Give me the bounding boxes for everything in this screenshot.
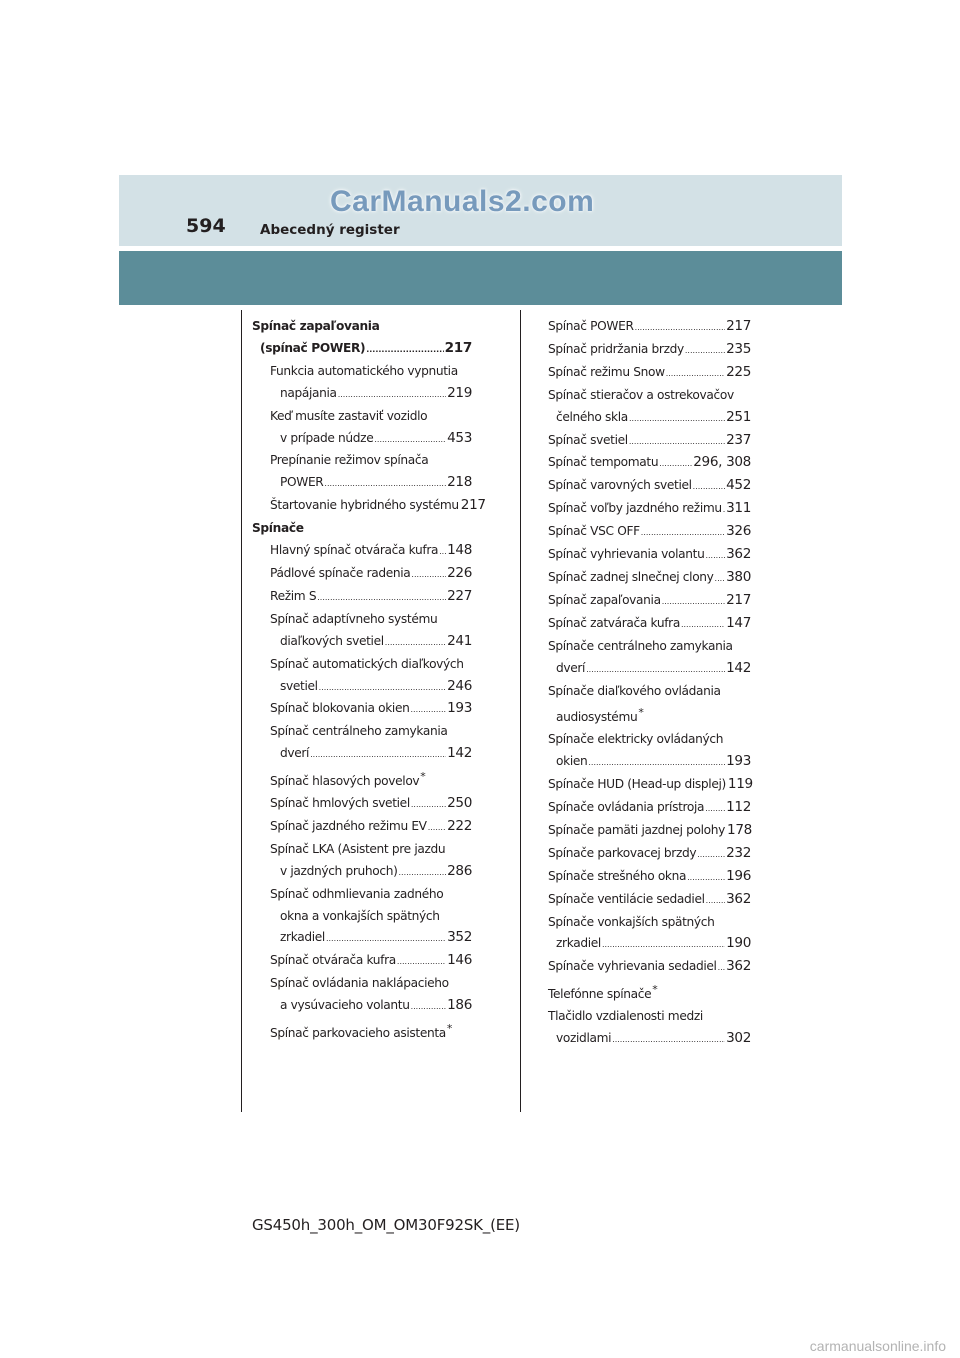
page-reference: 286	[447, 862, 472, 879]
index-entry	[252, 884, 472, 951]
page-reference: 246	[447, 677, 472, 694]
index-heading-line	[252, 766, 472, 793]
page-reference: 193	[726, 753, 751, 770]
entry-text: Spínač zapaľovania	[252, 319, 380, 333]
index-heading-line	[252, 609, 472, 631]
index-entry-line	[548, 933, 751, 956]
page-reference: 362	[726, 958, 751, 975]
entry-text: Telefónne spínače	[548, 987, 652, 1002]
entry-text: Spínač odhmlievania zadného	[270, 886, 444, 901]
dot-leader	[635, 317, 726, 339]
page-reference: 112	[726, 799, 751, 816]
index-entry-line	[548, 1028, 751, 1051]
index-entry	[548, 362, 751, 385]
index-entry-line	[548, 452, 751, 475]
entry-text: POWER	[280, 475, 324, 490]
entry-text: Hlavný spínač otvárača kufra	[270, 543, 439, 558]
entry-text: (spínač POWER)	[260, 340, 366, 355]
index-entry	[252, 793, 472, 816]
index-entry	[548, 452, 751, 475]
dot-leader	[411, 996, 447, 1018]
index-entry-line	[548, 316, 751, 339]
page-reference: 222	[447, 817, 472, 834]
page-reference: 296, 308	[693, 454, 751, 471]
entry-text: Spínače HUD (Head-up displej)	[548, 777, 726, 792]
index-entry	[252, 766, 472, 793]
index-entry-line	[548, 567, 751, 590]
entry-text: Spínače	[252, 521, 304, 536]
index-entry	[548, 729, 751, 774]
entry-text: okna a vonkajších spätných	[280, 908, 440, 923]
index-entry	[548, 681, 751, 730]
dot-leader	[641, 522, 725, 544]
index-entry-line	[252, 495, 486, 518]
page-reference: 352	[447, 929, 472, 946]
index-entry	[548, 590, 751, 613]
index-entry	[252, 495, 486, 518]
watermark-logo: CarManuals2.com	[330, 185, 595, 218]
entry-text: Spínač režimu Snow	[548, 364, 665, 379]
index-entry-line	[252, 586, 472, 609]
index-heading-line	[252, 973, 472, 995]
index-entry-line	[548, 590, 751, 613]
dot-leader	[697, 844, 725, 866]
entry-text: Spínač stieračov a ostrekovačov	[548, 387, 734, 402]
entry-text: Spínače ventilácie sedadiel	[548, 891, 705, 906]
entry-text: Spínač varovných svetiel	[548, 478, 692, 493]
index-column-right	[548, 316, 751, 1051]
page-reference: 119	[727, 776, 753, 793]
index-entry-line	[548, 498, 751, 521]
index-entry-line	[548, 339, 751, 362]
index-entry	[252, 839, 472, 884]
index-entry-line	[548, 797, 751, 820]
index-entry	[548, 889, 751, 912]
entry-text: čelného skla	[556, 409, 628, 424]
entry-text: Spínače vonkajších spätných	[548, 914, 715, 929]
dot-leader	[310, 744, 446, 766]
index-heading-line	[252, 884, 472, 906]
entry-text: dverí	[556, 660, 586, 675]
entry-text: Spínače pamäti jazdnej polohy	[548, 822, 726, 837]
entry-text: Spínač otvárača kufra	[270, 953, 396, 968]
index-entry-line	[252, 563, 472, 586]
entry-text: Spínač zadnej slnečnej clony	[548, 569, 714, 584]
index-entry-line	[548, 820, 751, 843]
dot-leader	[385, 632, 446, 654]
index-entry-line	[252, 816, 472, 839]
dot-leader	[629, 408, 725, 430]
index-entry-line	[548, 407, 751, 430]
dot-leader	[428, 817, 446, 839]
index-entry	[252, 721, 472, 766]
entry-text: Spínač zatvárača kufra	[548, 615, 680, 630]
page-reference: 235	[726, 340, 751, 357]
entry-text: Funkcia automatického vypnutia	[270, 363, 458, 378]
page-reference: 217	[444, 339, 472, 356]
index-heading-line	[548, 979, 751, 1006]
entry-text: svetiel	[280, 678, 318, 693]
index-entry	[548, 843, 751, 866]
dot-leader	[338, 384, 446, 406]
dot-leader	[602, 934, 725, 956]
entry-text: Spínač blokovania okien	[270, 701, 410, 716]
entry-text: Štartovanie hybridného systému	[270, 498, 459, 513]
dot-leader	[324, 473, 446, 495]
index-entry	[548, 636, 751, 681]
page-reference: 147	[726, 614, 751, 631]
entry-text: Spínač ovládania naklápacieho	[270, 976, 449, 991]
entry-text: Keď musíte zastaviť vozidlo	[270, 408, 428, 423]
entry-text: Spínače diaľkového ovládania	[548, 683, 721, 698]
dot-leader	[705, 545, 725, 567]
entry-text: Spínač jazdného režimu EV	[270, 818, 427, 833]
section-title: Abecedný register	[260, 222, 400, 238]
entry-text: a vysúvacieho volantu	[280, 998, 410, 1013]
asterisk-mark: *	[446, 1022, 453, 1036]
page-reference: 225	[726, 363, 751, 380]
entry-text: Spínač POWER	[548, 319, 634, 333]
index-entry-line	[252, 472, 472, 495]
index-entry	[548, 866, 751, 889]
dot-leader	[317, 587, 446, 609]
index-entry-line	[548, 774, 751, 797]
dot-leader	[612, 1029, 725, 1051]
entry-text: Spínače parkovacej brzdy	[548, 845, 697, 860]
page-reference: 148	[447, 542, 472, 559]
index-entry-line	[548, 658, 751, 681]
index-heading-line	[252, 316, 472, 338]
section-band	[119, 251, 842, 305]
index-heading-line	[252, 450, 472, 472]
entry-text: Spínač automatických diaľkových	[270, 656, 464, 671]
index-entry-line	[548, 866, 751, 889]
index-heading-line	[548, 636, 751, 658]
index-entry	[252, 609, 472, 654]
index-entry-line	[252, 793, 472, 816]
index-entry-line	[252, 861, 472, 884]
dot-leader	[662, 591, 725, 613]
page-reference: 237	[726, 431, 751, 448]
dot-leader	[666, 363, 725, 385]
page-reference: 226	[447, 564, 472, 581]
right-column-rule	[520, 310, 521, 1112]
page-reference: 362	[726, 546, 751, 563]
entry-text: Pádlové spínače radenia	[270, 565, 411, 580]
dot-leader	[411, 699, 447, 721]
entry-text: Spínač parkovacieho asistenta	[270, 1026, 446, 1041]
entry-text: Tlačidlo vzdialenosti medzi	[548, 1009, 703, 1024]
index-entry-line	[252, 631, 472, 654]
entry-text: diaľkových svetiel	[280, 633, 384, 648]
index-entry	[548, 430, 751, 453]
dot-leader	[366, 339, 443, 361]
dot-leader	[681, 614, 725, 636]
page-reference: 250	[447, 795, 472, 812]
dot-leader	[715, 568, 726, 590]
page-reference: 362	[726, 890, 751, 907]
index-entry-line	[252, 428, 472, 451]
index-entry-line	[548, 362, 751, 385]
index-entry	[252, 540, 472, 563]
index-entry	[548, 521, 751, 544]
dot-leader	[319, 677, 446, 699]
entry-text: dverí	[280, 746, 310, 761]
dot-leader	[693, 476, 725, 498]
index-entry	[252, 563, 472, 586]
index-entry	[252, 586, 472, 609]
index-heading-line	[252, 361, 472, 383]
entry-text: Spínač centrálneho zamykania	[270, 724, 448, 739]
index-entry-line	[548, 751, 751, 774]
index-entry-line	[548, 521, 751, 544]
asterisk-mark: *	[420, 770, 426, 784]
page-reference: 193	[447, 700, 472, 717]
index-heading-line	[252, 406, 472, 428]
index-entry	[252, 406, 472, 451]
page-reference: 190	[726, 935, 751, 952]
page-reference: 146	[447, 952, 472, 969]
index-entry-line	[548, 475, 751, 498]
document-code: GS450h_300h_OM_OM30F92SK_(EE)	[252, 1216, 520, 1234]
dot-leader	[397, 951, 446, 973]
dot-leader	[718, 957, 726, 979]
index-entry-line	[548, 613, 751, 636]
index-entry-line	[252, 743, 472, 766]
entry-text: Spínače centrálneho zamykania	[548, 638, 733, 653]
index-heading-line	[252, 518, 472, 540]
index-entry	[252, 361, 472, 406]
entry-text: napájania	[280, 385, 337, 400]
dot-leader	[687, 867, 725, 889]
index-entry-line	[548, 956, 751, 979]
asterisk-mark: *	[638, 706, 644, 720]
entry-text: Režim S	[270, 588, 317, 603]
dot-leader	[706, 890, 725, 912]
index-entry	[252, 450, 472, 495]
dot-leader	[374, 429, 446, 451]
index-entry-line	[252, 540, 472, 563]
index-entry	[252, 816, 472, 839]
entry-text: Spínače ovládania prístroja	[548, 800, 705, 815]
index-column-left	[252, 316, 486, 1045]
index-entry-line	[252, 338, 472, 361]
entry-text: Spínač zapaľovania	[548, 592, 661, 607]
entry-text: vozidlami	[556, 1031, 612, 1046]
index-entry	[252, 698, 472, 721]
dot-leader	[723, 499, 725, 521]
page-reference: 196	[726, 867, 751, 884]
page-reference: 142	[447, 745, 472, 762]
dot-leader	[326, 928, 446, 950]
page-reference: 453	[447, 429, 472, 446]
entry-text: Spínač voľby jazdného režimu	[548, 501, 722, 516]
index-entry	[252, 973, 472, 1018]
index-entry	[548, 1006, 751, 1051]
page-reference: 218	[447, 474, 472, 491]
page-reference: 142	[726, 659, 751, 676]
dot-leader	[705, 798, 725, 820]
index-entry	[252, 518, 472, 540]
entry-text: Spínače strešného okna	[548, 868, 687, 883]
index-entry-line	[252, 927, 472, 950]
index-entry	[548, 979, 751, 1006]
index-entry	[548, 475, 751, 498]
footer-site: carmanualsonline.info	[809, 1338, 946, 1354]
page-reference: 380	[726, 568, 751, 585]
index-heading-line	[252, 906, 472, 928]
index-entry	[548, 613, 751, 636]
index-entry	[548, 797, 751, 820]
index-heading-line	[548, 702, 751, 729]
entry-text: Spínač svetiel	[548, 432, 628, 447]
index-heading-line	[252, 1018, 472, 1045]
page-reference: 186	[447, 997, 472, 1014]
entry-text: Spínač tempomatu	[548, 455, 659, 470]
page-reference: 251	[726, 408, 751, 425]
index-entry-line	[252, 383, 472, 406]
page-number: 594	[186, 215, 226, 237]
index-entry	[548, 544, 751, 567]
asterisk-mark: *	[652, 983, 658, 997]
entry-text: Prepínanie režimov spínača	[270, 453, 429, 468]
entry-text: Spínač LKA (Asistent pre jazdu	[270, 841, 446, 856]
entry-text: Spínač hmlových svetiel	[270, 796, 410, 811]
entry-text: Spínač VSC OFF	[548, 524, 640, 539]
index-entry-line	[252, 950, 472, 973]
left-column-rule	[241, 310, 242, 1112]
entry-text: audiosystému	[556, 710, 638, 725]
entry-text: zrkadiel	[280, 930, 325, 945]
page-reference: 219	[447, 384, 472, 401]
dot-leader	[685, 340, 725, 362]
index-entry-line	[548, 889, 751, 912]
page-reference: 311	[726, 500, 751, 517]
index-entry	[548, 385, 751, 430]
index-heading-line	[252, 721, 472, 743]
dot-leader	[411, 794, 446, 816]
dot-leader	[588, 752, 725, 774]
index-heading-line	[252, 654, 472, 676]
page-reference: 217	[726, 318, 751, 334]
index-entry	[252, 1018, 472, 1045]
entry-text: Spínače vyhrievania sedadiel	[548, 959, 717, 974]
index-heading-line	[548, 1006, 751, 1028]
entry-text: okien	[556, 754, 588, 769]
index-entry	[548, 956, 751, 979]
index-entry	[548, 339, 751, 362]
page-reference: 326	[726, 523, 751, 540]
index-heading-line	[548, 729, 751, 751]
index-entry	[252, 654, 472, 699]
entry-text: Spínač vyhrievania volantu	[548, 547, 705, 562]
dot-leader	[659, 453, 692, 475]
index-heading-line	[548, 912, 751, 934]
dot-leader	[586, 659, 725, 681]
page-reference: 217	[460, 497, 486, 514]
page-reference: 241	[447, 632, 472, 649]
index-entry	[548, 774, 751, 797]
index-entry-line	[252, 676, 472, 699]
index-entry-line	[252, 995, 472, 1018]
dot-leader	[399, 862, 447, 884]
entry-text: v jazdných pruhoch)	[280, 863, 398, 878]
dot-leader	[411, 564, 446, 586]
index-entry	[548, 912, 751, 957]
page-reference: 217	[726, 591, 751, 608]
index-entry	[548, 316, 751, 339]
dot-leader	[439, 541, 446, 563]
entry-text: Spínače elektricky ovládaných	[548, 732, 724, 747]
entry-text: Spínač adaptívneho systému	[270, 611, 438, 626]
index-entry	[548, 498, 751, 521]
index-entry	[252, 316, 472, 361]
index-entry	[252, 950, 472, 973]
entry-text: v prípade núdze	[280, 430, 374, 445]
index-heading-line	[548, 385, 751, 407]
index-entry-line	[548, 430, 751, 453]
index-entry-line	[548, 843, 751, 866]
page-reference: 302	[726, 1030, 751, 1047]
page-reference: 227	[447, 587, 472, 604]
dot-leader	[629, 431, 725, 453]
page-reference: 452	[726, 477, 751, 494]
index-heading-line	[252, 839, 472, 861]
index-entry	[548, 567, 751, 590]
entry-text: Spínač hlasových povelov	[270, 774, 420, 789]
index-entry-line	[548, 544, 751, 567]
entry-text: zrkadiel	[556, 936, 601, 951]
index-heading-line	[548, 681, 751, 703]
index-entry-line	[252, 698, 472, 721]
entry-text: Spínač pridržania brzdy	[548, 341, 684, 356]
page-reference: 178	[727, 821, 752, 838]
page-reference: 232	[726, 844, 751, 861]
index-entry	[548, 820, 751, 843]
